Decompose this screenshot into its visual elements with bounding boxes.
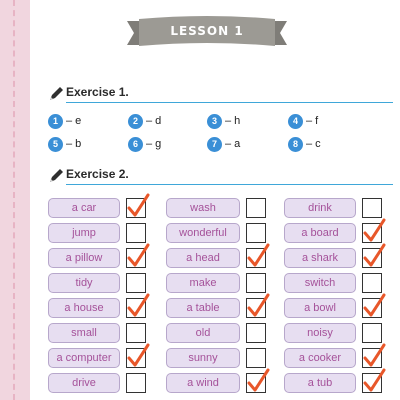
answer-value: – g (146, 138, 162, 150)
answer-checkbox[interactable] (362, 223, 382, 243)
checkmark-icon (362, 343, 386, 369)
answer-number-badge: 5 (48, 137, 63, 152)
exercise-2-title: Exercise 2. (66, 167, 129, 181)
answer-checkbox[interactable] (246, 223, 266, 243)
pencil-icon (48, 168, 64, 184)
word-chip: jump (48, 223, 120, 243)
answer-value: – d (146, 115, 162, 127)
pencil-icon (48, 86, 64, 102)
answer-checkbox[interactable] (362, 273, 382, 293)
checkmark-icon (362, 293, 386, 319)
answer-number-badge: 1 (48, 114, 63, 129)
answer-value: – b (66, 138, 82, 150)
word-chip: wash (166, 198, 240, 218)
word-chip: a tub (284, 373, 356, 393)
word-chip: a head (166, 248, 240, 268)
answer-checkbox[interactable] (362, 248, 382, 268)
checkmark-icon (246, 368, 270, 394)
word-chip: a cooker (284, 348, 356, 368)
lesson-ribbon (127, 15, 287, 51)
margin-strip (0, 0, 30, 400)
word-chip: old (166, 323, 240, 343)
answer-number-badge: 3 (207, 114, 222, 129)
word-chip: a wind (166, 373, 240, 393)
answer-checkbox[interactable] (126, 248, 146, 268)
word-chip: a board (284, 223, 356, 243)
word-chip: noisy (284, 323, 356, 343)
word-chip: a bowl (284, 298, 356, 318)
answer-checkbox[interactable] (246, 323, 266, 343)
checkmark-icon (126, 293, 150, 319)
word-chip: small (48, 323, 120, 343)
exercise-1-title: Exercise 1. (66, 85, 129, 99)
word-chip: a table (166, 298, 240, 318)
answer-checkbox[interactable] (362, 348, 382, 368)
checkmark-icon (126, 343, 150, 369)
answer-checkbox[interactable] (126, 273, 146, 293)
exercise-2-rule (66, 184, 393, 185)
checkmark-icon (246, 293, 270, 319)
word-chip: switch (284, 273, 356, 293)
exercise-1-header (48, 84, 393, 104)
answer-checkbox[interactable] (126, 223, 146, 243)
checkmark-icon (362, 218, 386, 244)
answer-checkbox[interactable] (126, 323, 146, 343)
checkmark-icon (246, 243, 270, 269)
checkmark-icon (126, 193, 150, 219)
answer-number-badge: 7 (207, 137, 222, 152)
answer-checkbox[interactable] (246, 198, 266, 218)
answer-checkbox[interactable] (362, 298, 382, 318)
answer-checkbox[interactable] (126, 298, 146, 318)
answer-number-badge: 2 (128, 114, 143, 129)
word-chip: a pillow (48, 248, 120, 268)
word-chip: wonderful (166, 223, 240, 243)
answer-checkbox[interactable] (362, 198, 382, 218)
word-chip: drink (284, 198, 356, 218)
answer-value: – f (306, 115, 319, 127)
word-chip: a house (48, 298, 120, 318)
answer-checkbox[interactable] (126, 348, 146, 368)
margin-dashed-line (13, 0, 15, 400)
checkmark-icon (362, 368, 386, 394)
checkmark-icon (362, 243, 386, 269)
answer-checkbox[interactable] (246, 373, 266, 393)
answer-value: – h (225, 115, 241, 127)
answer-checkbox[interactable] (362, 323, 382, 343)
answer-number-badge: 8 (288, 137, 303, 152)
answer-checkbox[interactable] (246, 248, 266, 268)
checkmark-icon (126, 243, 150, 269)
answer-checkbox[interactable] (126, 198, 146, 218)
exercise-2-header (48, 166, 393, 186)
word-chip: tidy (48, 273, 120, 293)
word-chip: a shark (284, 248, 356, 268)
answer-checkbox[interactable] (362, 373, 382, 393)
exercise-1-rule (66, 102, 393, 103)
word-chip: sunny (166, 348, 240, 368)
word-chip: a car (48, 198, 120, 218)
word-chip: a computer (48, 348, 120, 368)
answer-value: – c (306, 138, 321, 150)
answer-checkbox[interactable] (126, 373, 146, 393)
answer-checkbox[interactable] (246, 298, 266, 318)
answer-value: – a (225, 138, 241, 150)
answer-number-badge: 6 (128, 137, 143, 152)
answer-value: – e (66, 115, 82, 127)
word-chip: drive (48, 373, 120, 393)
word-chip: make (166, 273, 240, 293)
lesson-title: LESSON 1 (170, 24, 244, 38)
answer-checkbox[interactable] (246, 273, 266, 293)
answer-checkbox[interactable] (246, 348, 266, 368)
answer-number-badge: 4 (288, 114, 303, 129)
